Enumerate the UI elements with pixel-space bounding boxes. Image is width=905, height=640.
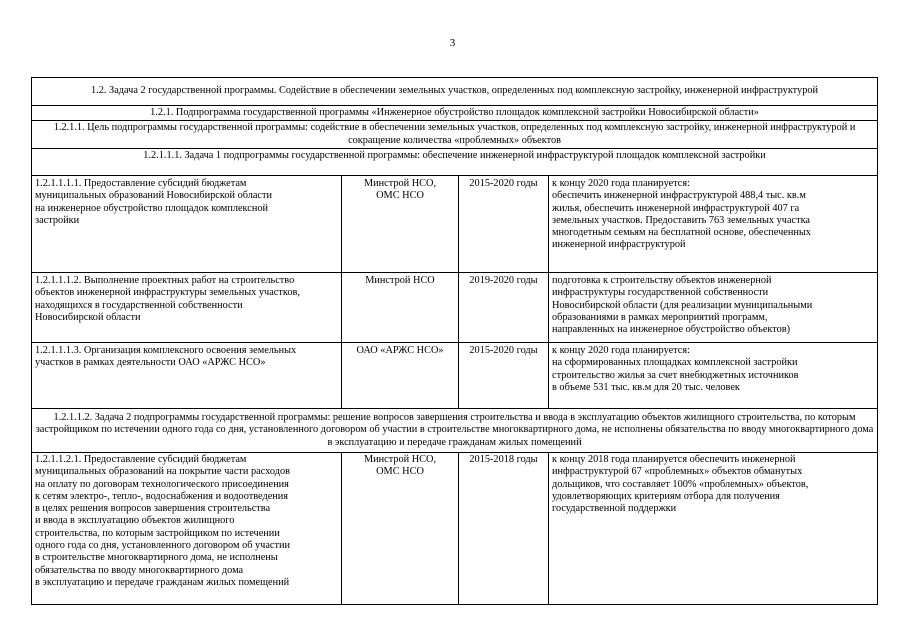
period-cell: 2015-2018 годы <box>459 453 549 605</box>
result-cell: подготовка к строительству объектов инженерной инфраструктуры государственной собственности Новосибирской области (для реализации муниципальными образованиями в рамках мероприятий программ, направленных на инженерное обустройство объектов) <box>549 273 878 343</box>
result-cell: к концу 2018 года планируется обеспечить инженерной инфраструктурой 67 «проблемных» объектов обманутых дольщиков, что составляет 100% «проблемных» объектов, удовлетворяющих критериям отбора для получения государственной поддержки <box>549 453 878 605</box>
measure-cell: 1.2.1.1.1.2. Выполнение проектных работ на строительство объектов инженерной инфраструктуры земельных участков, находящихся в государственной собственности Новосибирской области <box>32 273 342 343</box>
header-row-subprogram <box>32 106 878 121</box>
page-number: 3 <box>449 37 456 49</box>
measure-cell: 1.2.1.1.1.3. Организация комплексного освоения земельных участков в рамках деятельности ОАО «АРЖС НСО» <box>32 343 342 409</box>
subprogram-heading: 1.2.1. Подпрограмма государственной программы «Инженерное обустройство площадок комплексной застройки Новосибирской области» <box>32 106 878 121</box>
goal-heading: 1.2.1.1. Цель подпрограммы государственной программы: содействие в обеспечении земельных участков, определенных под комплексную застройку, инженерной инфраструктурой и сокращение количества «проблемных» объектов <box>32 121 878 149</box>
table-row <box>32 273 878 343</box>
result-cell: к концу 2020 года планируется: на сформированных площадках комплексной застройки строительство жилья за счет внебюджетных источников в объеме 531 тыс. кв.м для 20 тыс. человек <box>549 343 878 409</box>
executor-cell: Минстрой НСО, ОМС НСО <box>342 176 459 273</box>
period-cell: 2015-2020 годы <box>459 343 549 409</box>
task-1-heading: 1.2.1.1.1. Задача 1 подпрограммы государственной программы: обеспечение инженерной инфраструктурой площадок комплексной застройки <box>32 149 878 176</box>
measure-cell: 1.2.1.1.2.1. Предоставление субсидий бюджетам муниципальных образований на покрытие части расходов на оплату по договорам технологического присоединения к сетям электро-, тепло-, водоснабжения и водоотведения в целях решения вопросов завершения строительства и ввода в эксплуатацию объектов жилищного строительства, по которым застройщиком по истечении одного года со дня, установленного договором об участии в строительстве многоквартирного дома, не исполнены обязательства по вводу многоквартирного дома в эксплуатацию и передаче гражданам жилых помещений <box>32 453 342 605</box>
header-row-goal <box>32 121 878 149</box>
measure-cell: 1.2.1.1.1.1. Предоставление субсидий бюджетам муниципальных образований Новосибирской области на инженерное обустройство площадок комплексной застройки <box>32 176 342 273</box>
period-cell: 2015-2020 годы <box>459 176 549 273</box>
result-cell: к концу 2020 года планируется: обеспечить инженерной инфраструктурой 488,4 тыс. кв.м жилья, обеспечить инженерной инфраструктурой 407 га земельных участков. Предоставить 763 земельных участка многодетным семьям на бесплатной основе, обеспеченных инженерной инфраструктурой <box>549 176 878 273</box>
table-row <box>32 453 878 605</box>
header-row-task-1 <box>32 149 878 176</box>
executor-cell: Минстрой НСО, ОМС НСО <box>342 453 459 605</box>
executor-cell: ОАО «АРЖС НСО» <box>342 343 459 409</box>
table-row <box>32 176 878 273</box>
program-table <box>31 77 878 605</box>
task-2-heading: 1.2.1.1.2. Задача 2 подпрограммы государственной программы: решение вопросов завершения строительства и ввода в эксплуатацию объектов жилищного строительства, по которым застройщиком по истечении одного года со дня, установленного договором об участии в строительстве многоквартирного дома, не исполнены обязательства по вводу многоквартирного дома в эксплуатацию и передаче гражданам жилых помещений <box>32 409 878 453</box>
period-cell: 2019-2020 годы <box>459 273 549 343</box>
table-row <box>32 343 878 409</box>
task-1-2-heading: 1.2. Задача 2 государственной программы. Содействие в обеспечении земельных участков, определенных под комплексную застройку, инженерной инфраструктурой <box>32 78 878 106</box>
header-row-task-2 <box>32 409 878 453</box>
executor-cell: Минстрой НСО <box>342 273 459 343</box>
header-row-task-1-2 <box>32 78 878 106</box>
